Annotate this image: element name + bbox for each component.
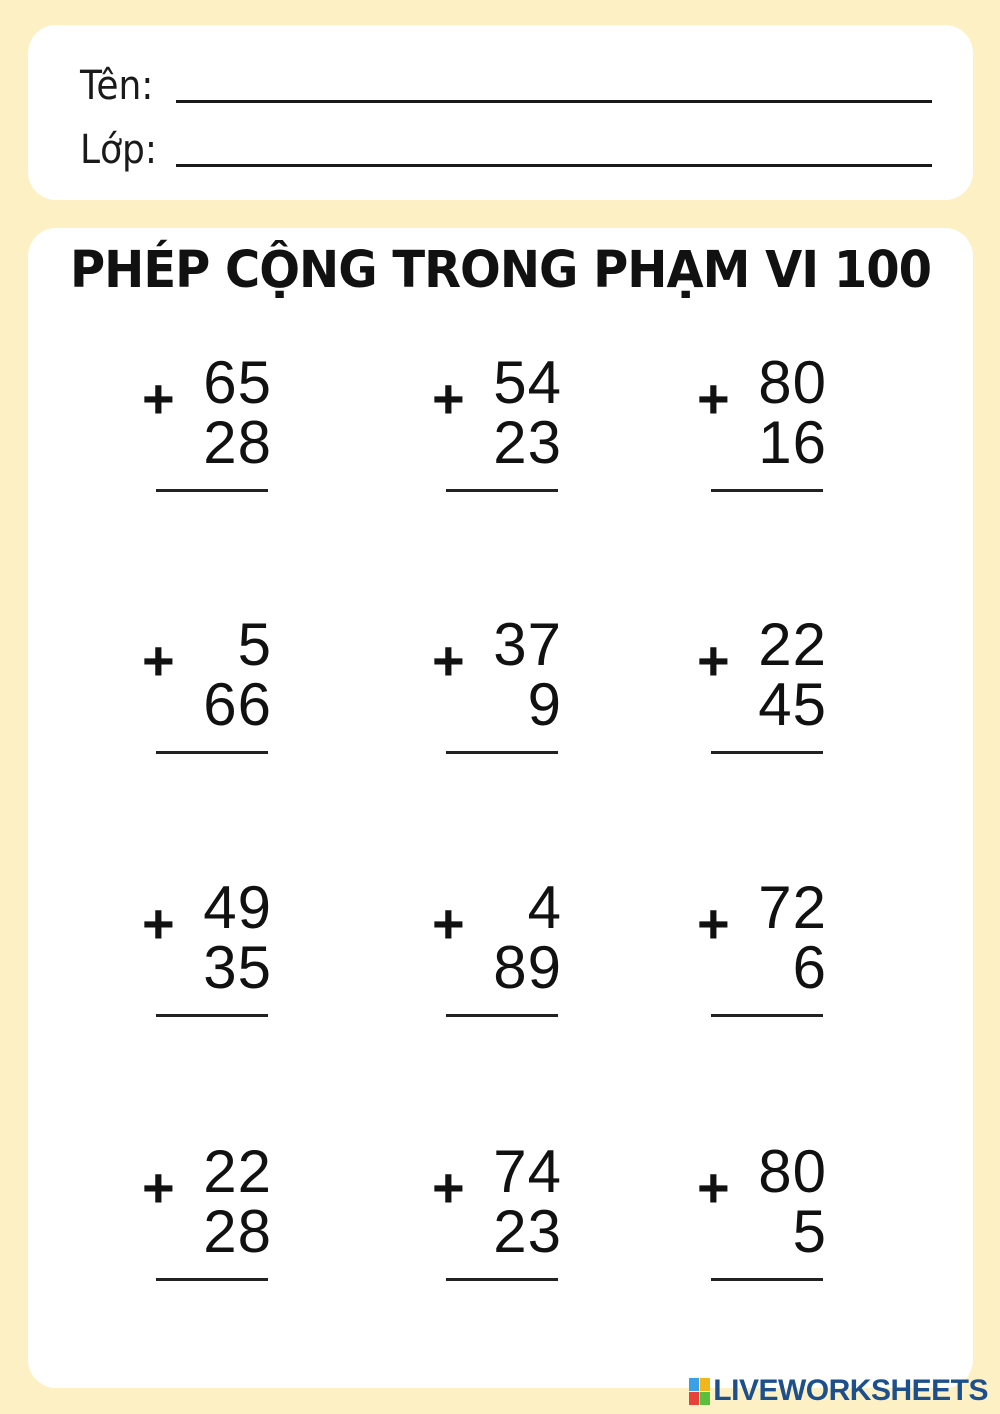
addition-problem-6 [697, 611, 837, 765]
top-number: 22 [758, 611, 827, 678]
answer-line[interactable] [446, 1278, 558, 1281]
top-number: 65 [203, 349, 272, 416]
plus-sign: + [697, 629, 730, 692]
student-info-card [28, 25, 973, 200]
plus-sign: + [142, 629, 175, 692]
plus-sign: + [142, 367, 175, 430]
class-label: Lớp: [80, 127, 158, 173]
top-number: 54 [493, 349, 562, 416]
class-field-row [80, 117, 932, 177]
addition-problem-7 [142, 874, 282, 1028]
addition-problem-1 [142, 349, 282, 503]
bottom-number: 28 [203, 1198, 272, 1265]
liveworksheets-logo-icon [689, 1378, 709, 1404]
answer-line[interactable] [156, 1014, 268, 1017]
top-number: 4 [527, 874, 562, 941]
top-number: 80 [758, 349, 827, 416]
bottom-number: 66 [203, 671, 272, 738]
answer-line[interactable] [446, 1014, 558, 1017]
plus-sign: + [432, 367, 465, 430]
addition-problem-10 [142, 1138, 282, 1292]
plus-sign: + [142, 1156, 175, 1219]
answer-line[interactable] [156, 1278, 268, 1281]
top-number: 49 [203, 874, 272, 941]
top-number: 37 [493, 611, 562, 678]
plus-sign: + [697, 1156, 730, 1219]
plus-sign: + [697, 367, 730, 430]
plus-sign: + [432, 892, 465, 955]
bottom-number: 45 [758, 671, 827, 738]
answer-line[interactable] [711, 751, 823, 754]
bottom-number: 23 [493, 1198, 562, 1265]
name-input-line[interactable] [176, 100, 932, 103]
answer-line[interactable] [711, 1278, 823, 1281]
addition-problem-12 [697, 1138, 837, 1292]
worksheet-card [28, 228, 973, 1388]
bottom-number: 16 [758, 409, 827, 476]
top-number: 5 [237, 611, 272, 678]
bottom-number: 9 [527, 671, 562, 738]
class-input-line[interactable] [176, 164, 932, 167]
plus-sign: + [697, 892, 730, 955]
name-field-row [80, 53, 932, 113]
top-number: 72 [758, 874, 827, 941]
addition-problem-3 [697, 349, 837, 503]
addition-problem-4 [142, 611, 282, 765]
plus-sign: + [432, 1156, 465, 1219]
answer-line[interactable] [446, 489, 558, 492]
page-title: PHÉP CỘNG TRONG PHẠM VI 100 [69, 240, 932, 300]
top-number: 74 [493, 1138, 562, 1205]
addition-problem-11 [432, 1138, 572, 1292]
bottom-number: 5 [792, 1198, 827, 1265]
plus-sign: + [432, 629, 465, 692]
addition-problem-8 [432, 874, 572, 1028]
answer-line[interactable] [711, 1014, 823, 1017]
name-label: Tên: [80, 63, 154, 109]
top-number: 80 [758, 1138, 827, 1205]
watermark-text: LIVEWORKSHEETS [713, 1374, 988, 1407]
bottom-number: 6 [792, 934, 827, 1001]
addition-problem-2 [432, 349, 572, 503]
liveworksheets-watermark [689, 1374, 988, 1408]
bottom-number: 35 [203, 934, 272, 1001]
addition-problem-5 [432, 611, 572, 765]
bottom-number: 89 [493, 934, 562, 1001]
addition-problem-9 [697, 874, 837, 1028]
top-number: 22 [203, 1138, 272, 1205]
answer-line[interactable] [156, 489, 268, 492]
bottom-number: 28 [203, 409, 272, 476]
answer-line[interactable] [446, 751, 558, 754]
answer-line[interactable] [711, 489, 823, 492]
bottom-number: 23 [493, 409, 562, 476]
plus-sign: + [142, 892, 175, 955]
answer-line[interactable] [156, 751, 268, 754]
